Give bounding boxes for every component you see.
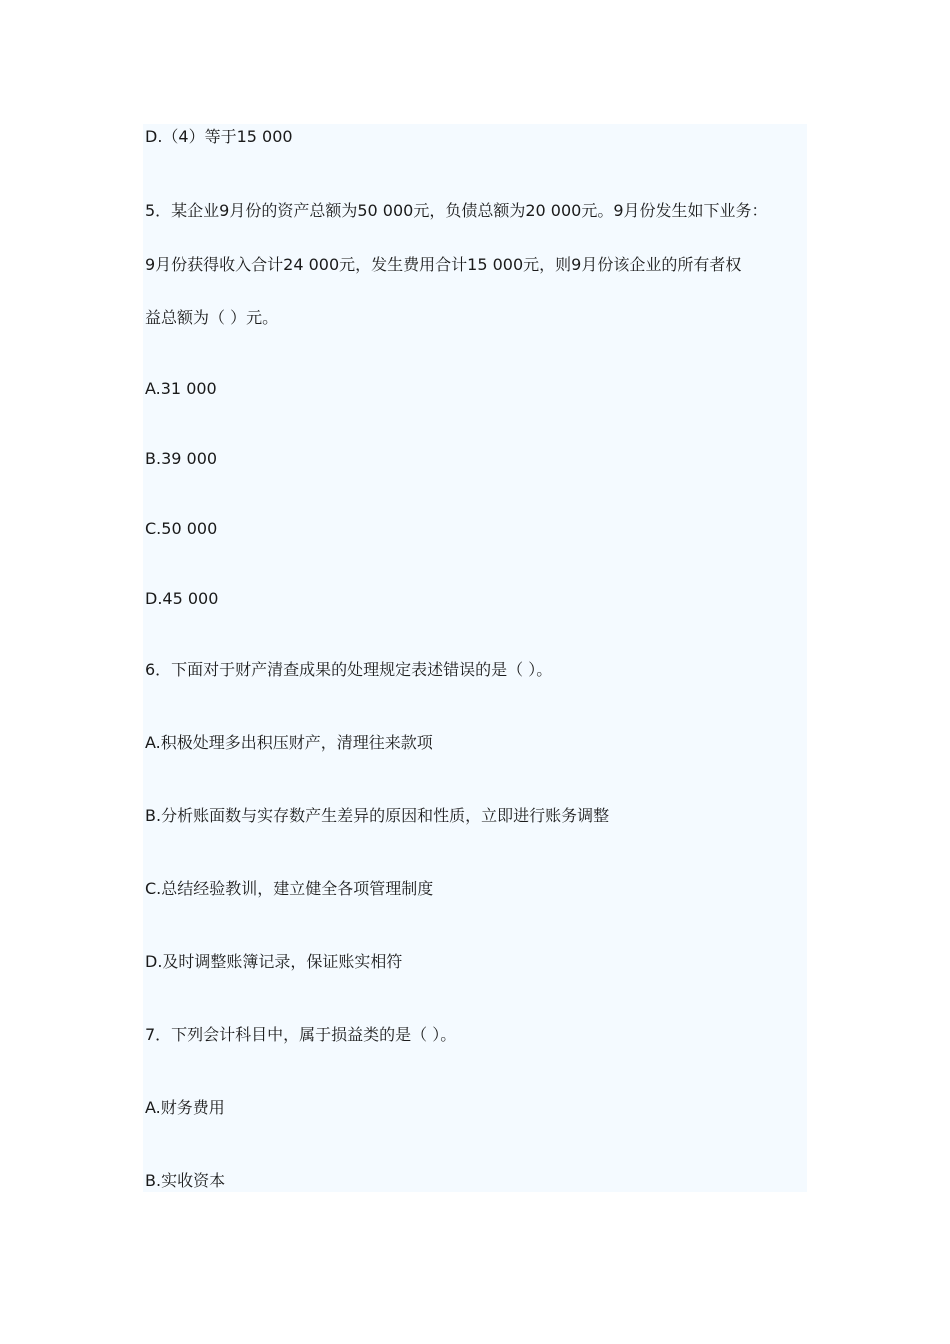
- q5-option-c: C.50 000: [145, 519, 218, 538]
- question-7: 7．下列会计科目中，属于损益类的是（ ）。: [145, 1025, 457, 1044]
- q7-option-b: B.实收资本: [145, 1171, 226, 1190]
- q6-option-d: D.及时调整账簿记录，保证账实相符: [145, 952, 403, 971]
- q5-option-b: B.39 000: [145, 449, 218, 468]
- option-d-q4: D.（4）等于15 000: [145, 127, 293, 146]
- question-5-line-3: 益总额为（ ）元。: [145, 308, 279, 327]
- q6-option-a: A.积极处理多出积压财产，清理往来款项: [145, 733, 433, 752]
- question-5-line-2: 9月份获得收入合计24 000元，发生费用合计15 000元，则9月份该企业的所有者权: [145, 255, 742, 274]
- q6-option-b: B.分析账面数与实存数产生差异的原因和性质，立即进行账务调整: [145, 806, 610, 825]
- question-6: 6．下面对于财产清查成果的处理规定表述错误的是（ ）。: [145, 660, 553, 679]
- q6-option-c: C.总结经验教训，建立健全各项管理制度: [145, 879, 434, 898]
- q7-option-a: A.财务费用: [145, 1098, 225, 1117]
- q5-option-a: A.31 000: [145, 379, 217, 398]
- question-5-line-1: 5．某企业9月份的资产总额为50 000元，负债总额为20 000元。9月份发生如下业务：: [145, 201, 768, 220]
- q5-option-d: D.45 000: [145, 589, 219, 608]
